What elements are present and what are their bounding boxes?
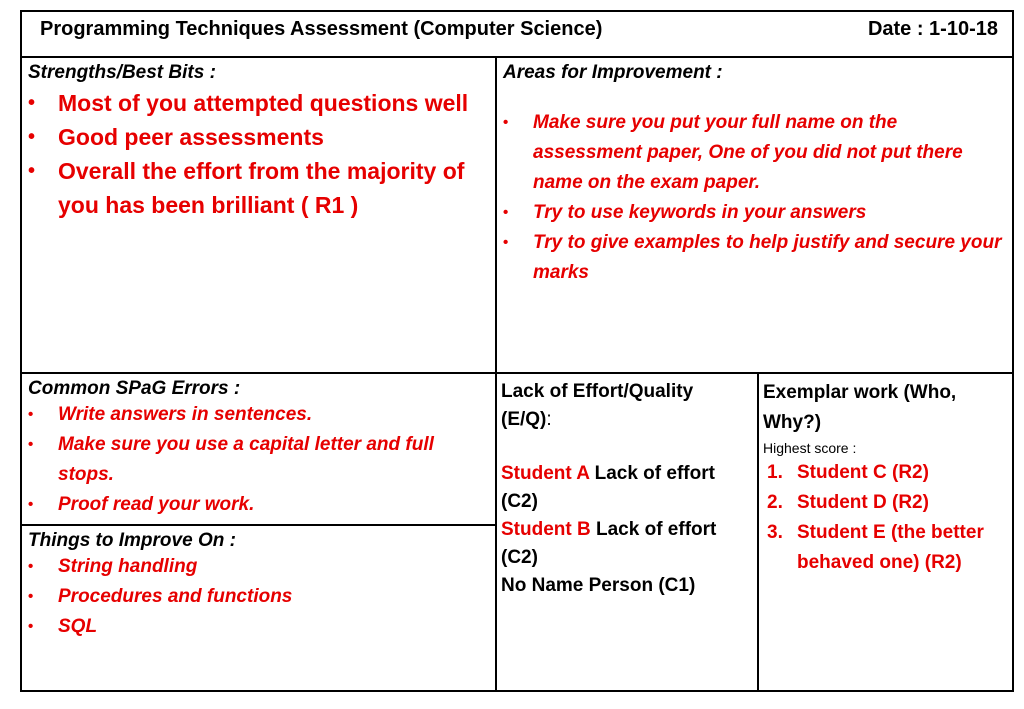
effort-entry: Student A Lack of effort (C2) bbox=[501, 463, 715, 512]
student-name: Student A bbox=[501, 463, 590, 484]
bullet-icon: • bbox=[28, 618, 34, 635]
assessment-date: Date : 1-10-18 bbox=[867, 18, 998, 40]
list-item: • Try to use keywords in your answers bbox=[503, 198, 1002, 228]
improvement-cell bbox=[495, 56, 1012, 372]
improvement-label: Areas for Improvement : bbox=[503, 62, 723, 83]
things-list bbox=[28, 552, 487, 642]
list-item: • Try to give examples to help justify and secure your marks bbox=[503, 228, 1002, 288]
effort-entry: No Name Person (C1) bbox=[501, 575, 696, 596]
list-item: • String handling bbox=[28, 552, 487, 582]
exemplar-cell bbox=[757, 372, 1012, 690]
bullet-icon: • bbox=[503, 114, 509, 131]
bullet-icon: • bbox=[28, 496, 34, 513]
list-item: • Good peer assessments bbox=[28, 120, 487, 154]
spag-cell bbox=[22, 372, 495, 524]
list-item: • Make sure you put your full name on the assessment paper, One of you did not put there name on the exam paper. bbox=[503, 108, 1002, 198]
bullet-icon: • bbox=[28, 160, 36, 182]
effort-cell bbox=[495, 372, 757, 690]
exemplar-list bbox=[763, 458, 1004, 578]
bullet-icon: • bbox=[503, 204, 509, 221]
exemplar-label: Exemplar work (Who, Why?) bbox=[763, 382, 957, 433]
bullet-icon: • bbox=[28, 406, 34, 423]
bullet-icon: • bbox=[28, 126, 36, 148]
bullet-icon: • bbox=[28, 588, 34, 605]
list-item: 1. Student C (R2) bbox=[767, 462, 929, 483]
list-item: • Procedures and functions bbox=[28, 582, 487, 612]
strengths-list bbox=[28, 86, 495, 222]
strengths-label: Strengths/Best Bits : bbox=[28, 62, 216, 83]
bullet-icon: • bbox=[503, 234, 509, 251]
bullet-icon: • bbox=[28, 92, 36, 114]
page-title: Programming Techniques Assessment (Computer Science) bbox=[40, 18, 603, 40]
spag-label: Common SPaG Errors : bbox=[28, 378, 241, 399]
student-name: Student B bbox=[501, 519, 591, 540]
things-label: Things to Improve On : bbox=[28, 530, 236, 551]
list-item: • SQL bbox=[28, 612, 487, 642]
bullet-icon: • bbox=[28, 558, 34, 575]
effort-label: Lack of Effort/Quality (E/Q): bbox=[501, 381, 694, 430]
list-item: 3. Student E (the better behaved one) (R2) bbox=[767, 522, 984, 573]
strengths-cell bbox=[22, 56, 495, 372]
list-item: • Most of you attempted questions well bbox=[28, 86, 487, 120]
list-item: • Make sure you use a capital letter and full stops. bbox=[28, 430, 487, 490]
bullet-icon: • bbox=[28, 436, 34, 453]
feedback-table bbox=[20, 10, 1014, 692]
highest-score-label: Highest score : bbox=[763, 440, 857, 456]
list-item: 2. Student D (R2) bbox=[767, 492, 929, 513]
header-row bbox=[22, 12, 1012, 56]
list-item: • Write answers in sentences. bbox=[28, 400, 487, 430]
list-item: • Proof read your work. bbox=[28, 490, 487, 520]
effort-entry: Student B Lack of effort (C2) bbox=[501, 519, 717, 568]
list-item: • Overall the effort from the majority of you has been brilliant ( R1 ) bbox=[28, 154, 487, 222]
spag-list bbox=[28, 400, 487, 520]
improvement-list bbox=[503, 108, 1002, 288]
things-cell bbox=[22, 524, 495, 690]
